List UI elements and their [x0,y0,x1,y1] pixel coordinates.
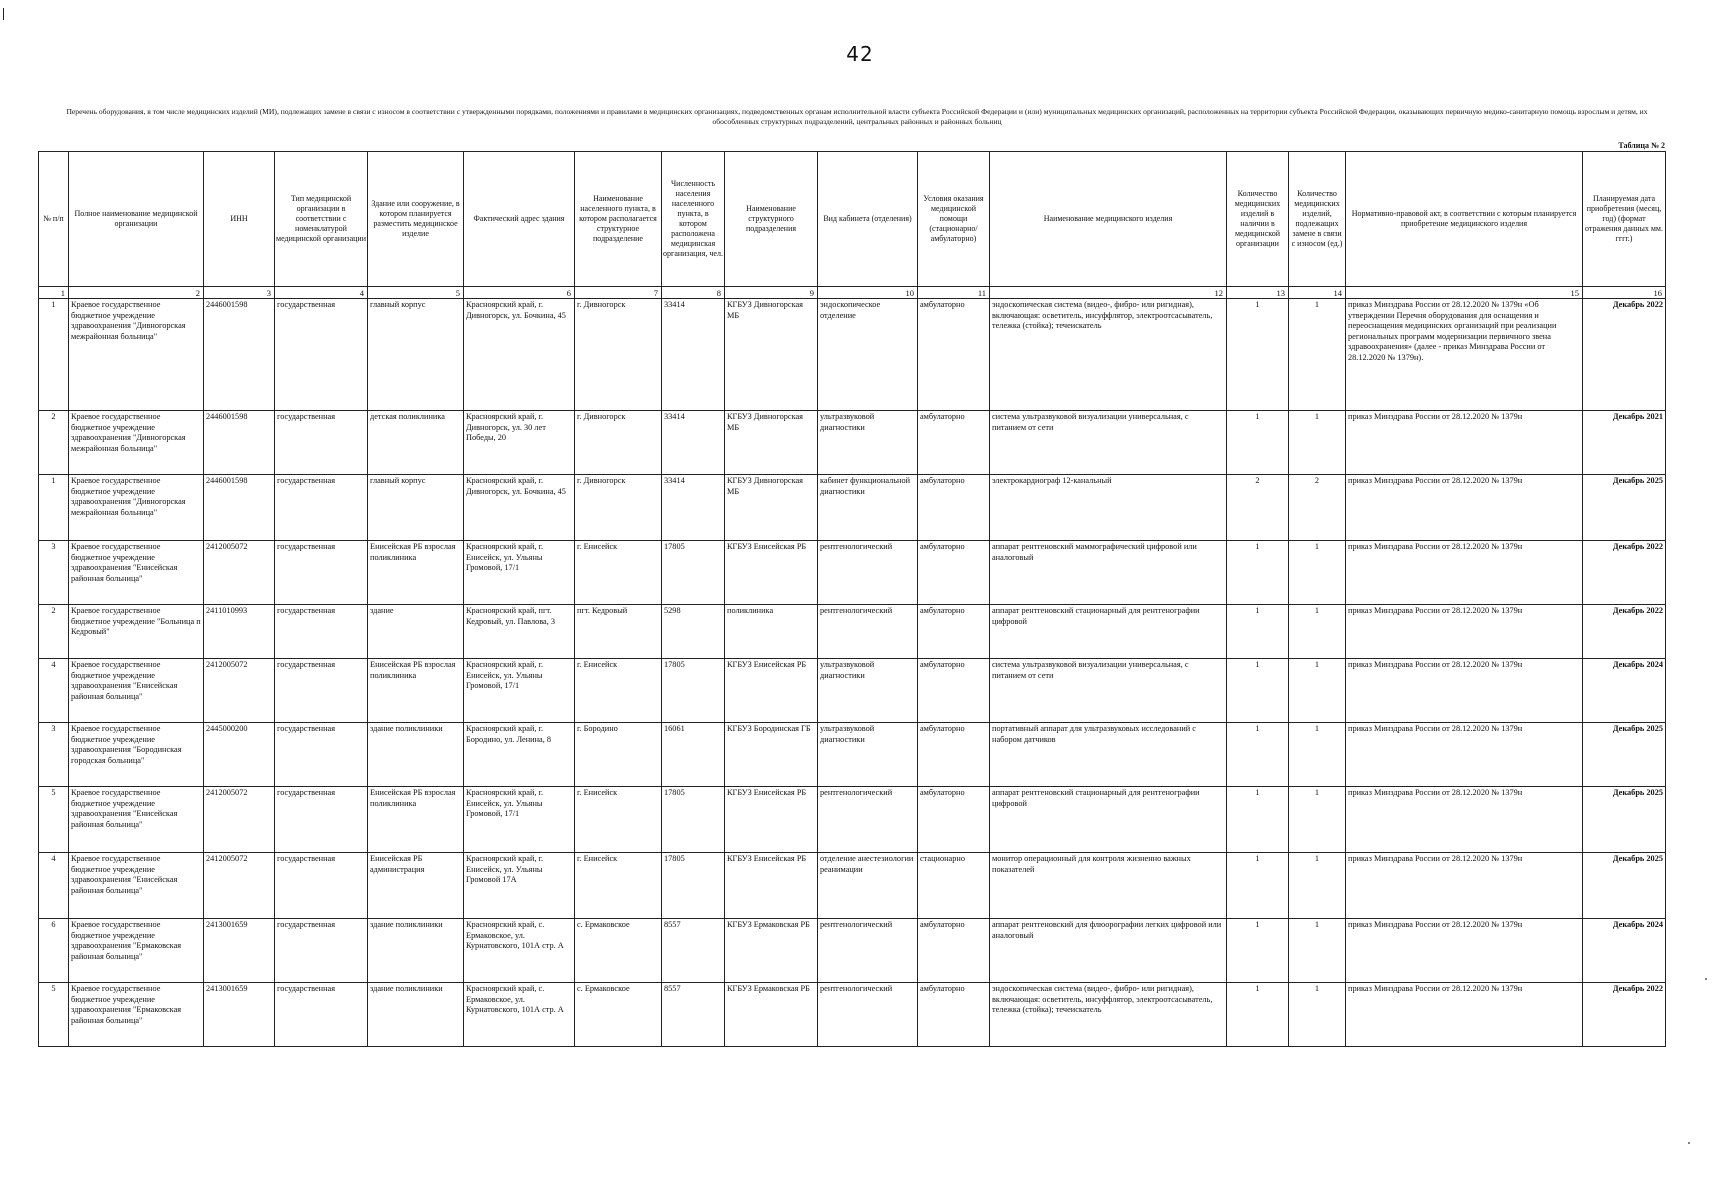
cell-legal-act: приказ Минздрава России от 28.12.2020 № 1379н [1346,983,1583,1047]
cell-planned-date: Декабрь 2025 [1583,475,1666,541]
cell-row-number: 2 [39,411,69,475]
cell-cabinet: эндоскопическое отделение [818,299,918,411]
cell-care-conditions: амбулаторно [918,541,990,605]
cell-org-name: Краевое государственное бюджетное учреждение здравоохранения "Бородинская городская больница" [69,723,204,787]
cell-row-number: 4 [39,659,69,723]
cell-building: Енисейская РБ взрослая поликлиника [368,787,464,853]
cell-care-conditions: амбулаторно [918,787,990,853]
cell-qty-replace: 2 [1289,475,1346,541]
cell-planned-date: Декабрь 2022 [1583,983,1666,1047]
cell-qty-have: 1 [1227,541,1289,605]
col-number: 1 [39,287,69,299]
cell-org-type: государственная [275,475,368,541]
cell-org-name: Краевое государственное бюджетное учреждение здравоохранения "Дивногорская межрайонная больница" [69,299,204,411]
cell-device-name: портативный аппарат для ультразвуковых исследований с набором датчиков [990,723,1227,787]
cell-address: Красноярский край, г. Дивногорск, ул. 30 лет Победы, 20 [464,411,575,475]
cell-device-name: аппарат рентгеновский для флюорографии легких цифровой или аналоговый [990,919,1227,983]
cell-qty-replace: 1 [1289,853,1346,919]
col-header-cabinet: Вид кабинета (отделения) [818,152,918,287]
cell-device-name: аппарат рентгеновский маммографический цифровой или аналоговый [990,541,1227,605]
cell-care-conditions: стационарно [918,853,990,919]
cell-structural-unit: КГБУЗ Енисейская РБ [725,787,818,853]
cell-structural-unit: КГБУЗ Енисейская РБ [725,853,818,919]
col-header-unit: Наименование структурного подразделения [725,152,818,287]
cell-inn: 2412005072 [204,541,275,605]
cell-qty-replace: 1 [1289,541,1346,605]
col-number: 3 [204,287,275,299]
document-title: Перечень оборудования, в том числе медицинских изделий (МИ), подлежащих замене в связи с износом в соответствии с утвержденными порядками, положениями и правилами в медицинских организациях, подведомственных органам исполнительной власти субъекта Российской Федерации и (или) муниципальных медицинских организаций, расположенных на территории субъекта Российской Федерации, оказывающих первичную медико-санитарную помощь взрослым и детям, их обособленных структурных подразделений, центральных районных и районных больниц [66,107,1648,126]
cell-building: здание [368,605,464,659]
cell-cabinet: отделение анестезиологии реанимации [818,853,918,919]
cell-legal-act: приказ Минздрава России от 28.12.2020 № 1379н [1346,853,1583,919]
cell-inn: 2413001659 [204,919,275,983]
cell-building: Енисейская РБ взрослая поликлиника [368,659,464,723]
col-number: 9 [725,287,818,299]
cell-population: 33414 [662,299,725,411]
cell-locality: г. Енисейск [575,541,662,605]
table-row [39,475,1666,541]
cell-cabinet: рентгенологический [818,787,918,853]
cell-legal-act: приказ Минздрава России от 28.12.2020 № 1379н [1346,723,1583,787]
cell-device-name: система ультразвуковой визуализации универсальная, с питанием от сети [990,659,1227,723]
cell-inn: 2413001659 [204,983,275,1047]
cell-cabinet: кабинет функциональной диагностики [818,475,918,541]
col-number: 5 [368,287,464,299]
scan-speck [1688,1142,1690,1144]
cell-legal-act: приказ Минздрава России от 28.12.2020 № 1379н [1346,475,1583,541]
col-header-conditions: Условия оказания медицинской помощи (стационарно/ амбулаторно) [918,152,990,287]
cell-locality: г. Бородино [575,723,662,787]
cell-building: Енисейская РБ администрация [368,853,464,919]
cell-qty-have: 1 [1227,983,1289,1047]
cell-device-name: эндоскопическая система (видео-, фибро- или ригидная), включающая: осветитель, инсуффлятор, электроотсасыватель, тележка (стойка); течеискатель [990,299,1227,411]
col-number: 13 [1227,287,1289,299]
cell-legal-act: приказ Минздрава России от 28.12.2020 № 1379н [1346,411,1583,475]
cell-population: 8557 [662,919,725,983]
scan-speck [1705,978,1707,980]
cell-locality: г. Дивногорск [575,411,662,475]
col-number: 11 [918,287,990,299]
cell-qty-have: 1 [1227,299,1289,411]
cell-address: Красноярский край, г. Енисейск, ул. Ульяны Громовой, 17/1 [464,541,575,605]
cell-structural-unit: КГБУЗ Дивногорская МБ [725,411,818,475]
cell-org-type: государственная [275,659,368,723]
cell-org-name: Краевое государственное бюджетное учреждение "Больница п Кедровый" [69,605,204,659]
table-row [39,299,1666,411]
cell-cabinet: ультразвуковой диагностики [818,723,918,787]
cell-qty-have: 1 [1227,411,1289,475]
page-number: 42 [846,42,874,66]
cell-org-name: Краевое государственное бюджетное учреждение здравоохранения "Ермаковская районная больница" [69,983,204,1047]
cell-structural-unit: КГБУЗ Ермаковская РБ [725,919,818,983]
cell-planned-date: Декабрь 2022 [1583,299,1666,411]
col-header-qty-have: Количество медицинских изделий в наличии в медицинской организации [1227,152,1289,287]
cell-org-name: Краевое государственное бюджетное учреждение здравоохранения "Енисейская районная больница" [69,787,204,853]
cell-org-name: Краевое государственное бюджетное учреждение здравоохранения "Дивногорская межрайонная больница" [69,475,204,541]
col-header-device: Наименование медицинского изделия [990,152,1227,287]
table-row [39,659,1666,723]
col-number: 14 [1289,287,1346,299]
cell-org-type: государственная [275,919,368,983]
cell-care-conditions: амбулаторно [918,723,990,787]
cell-row-number: 5 [39,983,69,1047]
cell-locality: с. Ермаковское [575,983,662,1047]
table-row [39,411,1666,475]
col-header-inn: ИНН [204,152,275,287]
col-number: 16 [1583,287,1666,299]
cell-legal-act: приказ Минздрава России от 28.12.2020 № 1379н [1346,659,1583,723]
cell-structural-unit: поликлиника [725,605,818,659]
cell-row-number: 3 [39,541,69,605]
cell-org-type: государственная [275,787,368,853]
cell-row-number: 1 [39,299,69,411]
cell-address: Красноярский край, г. Енисейск, ул. Ульяны Громовой, 17/1 [464,787,575,853]
cell-inn: 2412005072 [204,659,275,723]
cell-inn: 2412005072 [204,787,275,853]
cell-care-conditions: амбулаторно [918,659,990,723]
cell-org-type: государственная [275,723,368,787]
table-row [39,919,1666,983]
col-number: 15 [1346,287,1583,299]
cell-qty-replace: 1 [1289,659,1346,723]
col-header-number: № п/п [39,152,69,287]
cell-building: здание поликлиники [368,983,464,1047]
cell-inn: 2445000200 [204,723,275,787]
cell-structural-unit: КГБУЗ Ермаковская РБ [725,983,818,1047]
cell-care-conditions: амбулаторно [918,475,990,541]
cell-planned-date: Декабрь 2025 [1583,853,1666,919]
col-header-qty-replace: Количество медицинских изделий, подлежащих замене в связи с износом (ед.) [1289,152,1346,287]
cell-org-name: Краевое государственное бюджетное учреждение здравоохранения "Енисейская районная больница" [69,853,204,919]
cell-building: главный корпус [368,299,464,411]
table-body [39,299,1666,1047]
cell-row-number: 4 [39,853,69,919]
cell-org-name: Краевое государственное бюджетное учреждение здравоохранения "Ермаковская районная больница" [69,919,204,983]
cell-address: Красноярский край, с. Ермаковское, ул. Курнатовского, 101А стр. А [464,983,575,1047]
col-number: 6 [464,287,575,299]
equipment-table [38,151,1666,1047]
cell-population: 5298 [662,605,725,659]
cell-qty-have: 1 [1227,659,1289,723]
col-header-legal-act: Нормативно-правовой акт, в соответствии с которым планируется приобретение медицинского изделия [1346,152,1583,287]
cell-qty-have: 2 [1227,475,1289,541]
col-header-address: Фактический адрес здания [464,152,575,287]
cell-org-type: государственная [275,299,368,411]
cell-org-type: государственная [275,853,368,919]
cell-population: 17805 [662,853,725,919]
cell-structural-unit: КГБУЗ Енисейская РБ [725,659,818,723]
cell-address: Красноярский край, г. Дивногорск, ул. Бочкина, 45 [464,299,575,411]
cell-planned-date: Декабрь 2022 [1583,605,1666,659]
cell-cabinet: ультразвуковой диагностики [818,659,918,723]
table-row [39,787,1666,853]
cell-qty-have: 1 [1227,723,1289,787]
cell-qty-have: 1 [1227,787,1289,853]
cell-address: Красноярский край, г. Енисейск, ул. Ульяны Громовой, 17/1 [464,659,575,723]
cell-locality: г. Дивногорск [575,299,662,411]
cell-planned-date: Декабрь 2025 [1583,787,1666,853]
cell-planned-date: Декабрь 2022 [1583,541,1666,605]
cell-row-number: 1 [39,475,69,541]
cell-inn: 2446001598 [204,475,275,541]
cell-planned-date: Декабрь 2025 [1583,723,1666,787]
cell-population: 17805 [662,541,725,605]
cell-device-name: эндоскопическая система (видео-, фибро- или ригидная), включающая: осветитель, инсуффлятор, электроотсасыватель, тележка (стойка); течеискатель [990,983,1227,1047]
cell-planned-date: Декабрь 2024 [1583,659,1666,723]
col-number: 12 [990,287,1227,299]
cell-structural-unit: КГБУЗ Бородинская ГБ [725,723,818,787]
cell-org-type: государственная [275,411,368,475]
col-number: 4 [275,287,368,299]
cell-cabinet: рентгенологический [818,919,918,983]
cell-qty-replace: 1 [1289,919,1346,983]
cell-org-type: государственная [275,541,368,605]
cell-legal-act: приказ Минздрава России от 28.12.2020 № 1379н [1346,787,1583,853]
cell-structural-unit: КГБУЗ Енисейская РБ [725,541,818,605]
cell-population: 17805 [662,659,725,723]
cell-care-conditions: амбулаторно [918,605,990,659]
header-row [39,152,1666,287]
cell-row-number: 2 [39,605,69,659]
cell-org-name: Краевое государственное бюджетное учреждение здравоохранения "Дивногорская межрайонная больница" [69,411,204,475]
col-header-org-type: Тип медицинской организации в соответствии с номенклатурой медицинской организации [275,152,368,287]
col-header-population: Численность населения населенного пункта, в котором расположена медицинская организация, чел. [662,152,725,287]
table-row [39,983,1666,1047]
table-row [39,853,1666,919]
cell-population: 8557 [662,983,725,1047]
cell-locality: г. Енисейск [575,853,662,919]
cell-legal-act: приказ Минздрава России от 28.12.2020 № 1379н [1346,605,1583,659]
col-number: 10 [818,287,918,299]
cell-qty-have: 1 [1227,605,1289,659]
col-header-building: Здание или сооружение, в котором планируется разместить медицинское изделие [368,152,464,287]
cell-care-conditions: амбулаторно [918,983,990,1047]
cell-inn: 2446001598 [204,299,275,411]
cell-locality: г. Енисейск [575,659,662,723]
cell-cabinet: рентгенологический [818,605,918,659]
cell-building: здание поликлиники [368,723,464,787]
cell-address: Красноярский край, г. Бородино, ул. Ленина, 8 [464,723,575,787]
cell-device-name: аппарат рентгеновский стационарный для рентгенографии цифровой [990,605,1227,659]
cell-building: Енисейская РБ взрослая поликлиника [368,541,464,605]
cell-legal-act: приказ Минздрава России от 28.12.2020 № 1379н [1346,541,1583,605]
cell-care-conditions: амбулаторно [918,919,990,983]
cell-qty-replace: 1 [1289,605,1346,659]
col-number: 7 [575,287,662,299]
cell-planned-date: Декабрь 2024 [1583,919,1666,983]
col-header-locality: Наименование населенного пункта, в котором располагается структурное подразделение [575,152,662,287]
cell-care-conditions: амбулаторно [918,299,990,411]
cell-structural-unit: КГБУЗ Дивногорская МБ [725,475,818,541]
cell-legal-act: приказ Минздрава России от 28.12.2020 № 1379н [1346,919,1583,983]
cell-org-type: государственная [275,605,368,659]
cell-qty-replace: 1 [1289,723,1346,787]
col-number: 2 [69,287,204,299]
cell-qty-replace: 1 [1289,787,1346,853]
cell-building: здание поликлиники [368,919,464,983]
cell-device-name: система ультразвуковой визуализации универсальная, с питанием от сети [990,411,1227,475]
cell-structural-unit: КГБУЗ Дивногорская МБ [725,299,818,411]
cell-device-name: монитор операционный для контроля жизненно важных показателей [990,853,1227,919]
cell-row-number: 6 [39,919,69,983]
cell-cabinet: рентгенологический [818,983,918,1047]
table-row [39,605,1666,659]
cell-org-type: государственная [275,983,368,1047]
cell-care-conditions: амбулаторно [918,411,990,475]
col-number: 8 [662,287,725,299]
cell-locality: г. Дивногорск [575,475,662,541]
table-row [39,723,1666,787]
cell-inn: 2446001598 [204,411,275,475]
cell-org-name: Краевое государственное бюджетное учреждение здравоохранения "Енисейская районная больница" [69,541,204,605]
cell-address: Красноярский край, пгт. Кедровый, ул. Павлова, 3 [464,605,575,659]
cell-qty-replace: 1 [1289,983,1346,1047]
cell-locality: пгт. Кедровый [575,605,662,659]
cell-address: Красноярский край, г. Дивногорск, ул. Бочкина, 45 [464,475,575,541]
cell-qty-have: 1 [1227,919,1289,983]
cell-population: 33414 [662,411,725,475]
cell-cabinet: ультразвуковой диагностики [818,411,918,475]
cell-building: детская поликлиника [368,411,464,475]
cell-inn: 2412005072 [204,853,275,919]
cell-population: 16061 [662,723,725,787]
column-number-row [39,287,1666,299]
cell-row-number: 5 [39,787,69,853]
cell-planned-date: Декабрь 2021 [1583,411,1666,475]
scan-edge-mark [3,8,4,20]
cell-population: 33414 [662,475,725,541]
col-header-org-name: Полное наименование медицинской организации [69,152,204,287]
cell-device-name: аппарат рентгеновский стационарный для рентгенографии цифровой [990,787,1227,853]
cell-qty-replace: 1 [1289,299,1346,411]
cell-inn: 2411010993 [204,605,275,659]
cell-qty-replace: 1 [1289,411,1346,475]
table-label: Таблица № 2 [1618,141,1665,150]
cell-address: Красноярский край, с. Ермаковское, ул. Курнатовского, 101А стр. А [464,919,575,983]
cell-population: 17805 [662,787,725,853]
col-header-planned-date: Планируемая дата приобретения (месяц, год) (формат отражения данных мм. гггг.) [1583,152,1666,287]
table-row [39,541,1666,605]
cell-legal-act: приказ Минздрава России от 28.12.2020 № 1379н «Об утверждении Перечня оборудования для оснащения и переоснащения медицинских организаций при реализации региональных программ модернизации первичного звена здравоохранения» (далее - приказ Минздрава России от 28.12.2020 № 1379н). [1346,299,1583,411]
cell-locality: г. Енисейск [575,787,662,853]
cell-row-number: 3 [39,723,69,787]
cell-device-name: электрокардиограф 12-канальный [990,475,1227,541]
cell-cabinet: рентгенологический [818,541,918,605]
cell-locality: с. Ермаковское [575,919,662,983]
cell-org-name: Краевое государственное бюджетное учреждение здравоохранения "Енисейская районная больница" [69,659,204,723]
cell-building: главный корпус [368,475,464,541]
cell-address: Красноярский край, г. Енисейск, ул. Ульяны Громовой 17А [464,853,575,919]
cell-qty-have: 1 [1227,853,1289,919]
